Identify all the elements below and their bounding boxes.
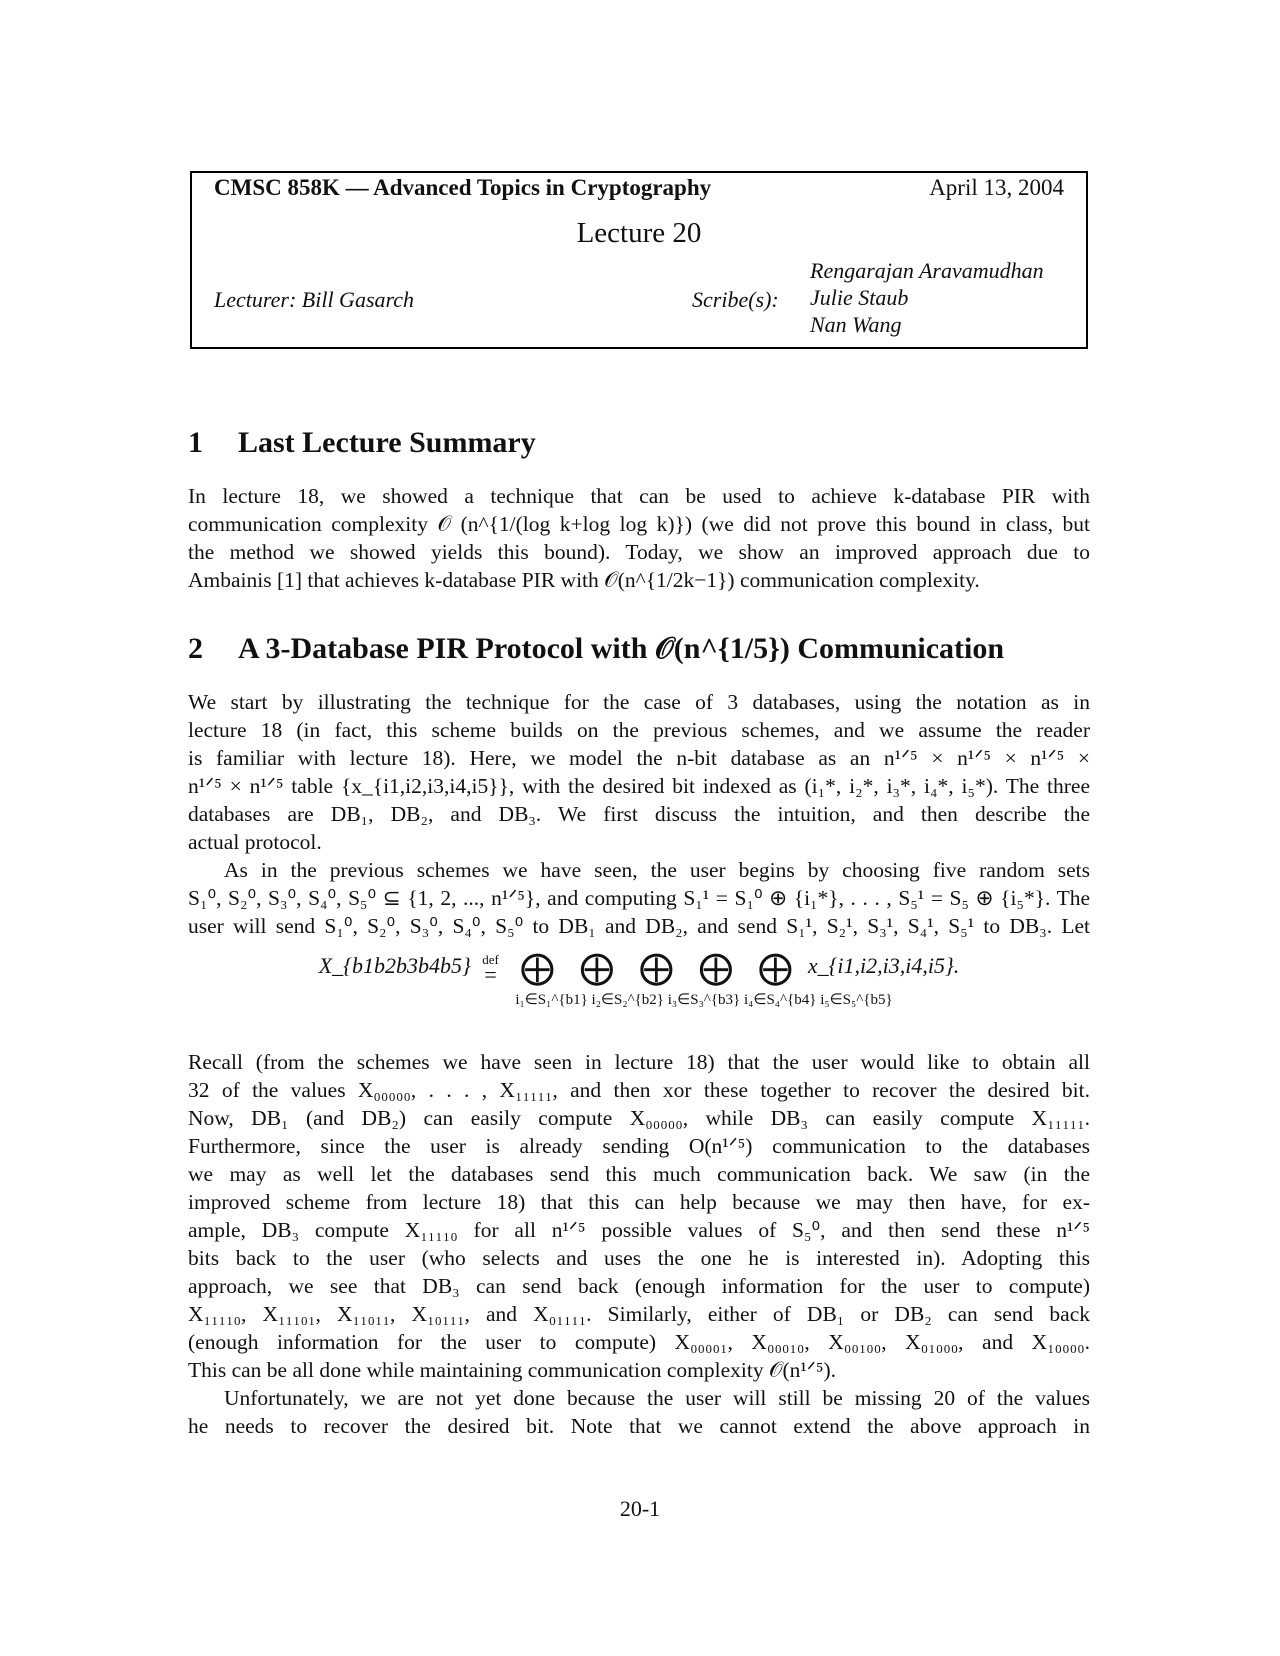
section-2-paragraph-2: [188, 856, 1090, 940]
text-line: is familiar with lecture 18). Here, we model the n-bit database as an n¹ᐟ⁵ × n¹ᐟ⁵ × n¹ᐟ⁵ ×: [188, 746, 1090, 770]
text-line: he needs to recover the desired bit. Note that we cannot extend the above approach in: [188, 1414, 1090, 1438]
xor-subscripts: i₁∈S₁^{b1} i₂∈S₂^{b2} i₃∈S₃^{b3} i₄∈S₄^{b4} i₅∈S₅^{b5}: [515, 992, 893, 1008]
scribe-list: [810, 257, 1044, 338]
scribe-label: Scribe(s):: [692, 287, 779, 312]
text-line: n¹ᐟ⁵ × n¹ᐟ⁵ table {x_{i1,i2,i3,i4,i5}}, with the desired bit indexed as (i₁*, i₂*, i₃*, i₄*, i₅*). The three: [188, 774, 1090, 798]
text-line: 32 of the values X₀₀₀₀₀, . . . , X₁₁₁₁₁, and then xor these together to recover the desired bit.: [188, 1078, 1090, 1102]
equation-rhs: x_{i1,i2,i3,i4,i5}.: [807, 953, 960, 979]
xor-operator: ⨁: [579, 950, 614, 987]
section-2-paragraph-3: [188, 1048, 1090, 1384]
text-line: Now, DB₁ (and DB₂) can easily compute X₀₀₀₀₀, while DB₃ can easily compute X₁₁₁₁₁.: [188, 1106, 1090, 1130]
text-line: actual protocol.: [188, 830, 322, 854]
section-2-paragraph-1: [188, 688, 1090, 856]
section-title: A 3-Database PIR Protocol with 𝒪(n^{1/5}) Communication: [238, 632, 1005, 665]
xor-operator: ⨁: [639, 950, 674, 987]
section-2-heading: [188, 632, 1004, 666]
text-line: lecture 18 (in fact, this scheme builds on the previous schemes, and we assume the reader: [188, 718, 1090, 742]
text-line: databases are DB₁, DB₂, and DB₃. We first discuss the intuition, and then describe the: [188, 802, 1090, 826]
xor-operator: ⨁: [758, 950, 793, 987]
text-line: X₁₁₁₁₀, X₁₁₁₀₁, X₁₁₀₁₁, X₁₀₁₁₁, and X₀₁₁₁₁. Similarly, either of DB₁ or DB₂ can send back: [188, 1302, 1090, 1326]
text-line: improved scheme from lecture 18) that this can help because we may then have, for ex-: [188, 1190, 1090, 1214]
course-title: CMSC 858K — Advanced Topics in Cryptography: [214, 175, 712, 200]
text-line: Furthermore, since the user is already sending O(n¹ᐟ⁵) communication to the databases: [188, 1134, 1090, 1158]
lecture-number: Lecture 20: [576, 217, 702, 249]
equals-sign: =: [484, 961, 497, 987]
page-number: 20-1: [619, 1496, 661, 1521]
text-line: ample, DB₃ compute X₁₁₁₁₀ for all n¹ᐟ⁵ possible values of S₅⁰, and then send these n¹ᐟ⁵: [188, 1218, 1090, 1242]
lecturer-name: Lecturer: Bill Gasarch: [214, 287, 415, 312]
section-2-paragraph-4: [188, 1384, 1090, 1440]
text-line: Recall (from the schemes we have seen in lecture 18) that the user would like to obtain all: [188, 1050, 1090, 1074]
xor-operator: ⨁: [698, 950, 733, 987]
lecture-header-box: [190, 171, 1088, 349]
xor-operator: ⨁: [520, 950, 555, 987]
def-label: def: [482, 951, 499, 967]
text-line: Ambainis [1] that achieves k-database PIR with 𝒪(n^{1/2k−1}) communication complexity.: [188, 568, 980, 592]
text-line: bits back to the user (who selects and uses the one he is interested in). Adopting this: [188, 1246, 1090, 1270]
section-number: 2: [188, 632, 203, 665]
section-1-paragraph: [188, 482, 1090, 594]
scribe-name: Julie Staub: [810, 285, 909, 310]
scribe-name: Nan Wang: [810, 312, 902, 337]
text-line: This can be all done while maintaining communication complexity 𝒪(n¹ᐟ⁵).: [188, 1358, 836, 1382]
text-line: As in the previous schemes we have seen, the user begins by choosing five random sets: [224, 858, 1090, 882]
section-1-heading: [188, 426, 536, 460]
text-line: We start by illustrating the technique for the case of 3 databases, using the notation as in: [188, 690, 1090, 714]
section-title: Last Lecture Summary: [238, 426, 536, 459]
text-line: communication complexity 𝒪 (n^{1/(log k+log log k)}) (we did not prove this bound in class, but: [188, 512, 1090, 536]
text-line: user will send S₁⁰, S₂⁰, S₃⁰, S₄⁰, S₅⁰ to DB₁ and DB₂, and send S₁¹, S₂¹, S₃¹, S₄¹, S₅¹ to DB₃. Let: [188, 914, 1090, 938]
text-line: the method we showed yields this bound). Today, we show an improved approach due to: [188, 540, 1090, 564]
text-line: S₁⁰, S₂⁰, S₃⁰, S₄⁰, S₅⁰ ⊆ {1, 2, ..., n¹ᐟ⁵}, and computing S₁¹ = S₁⁰ ⊕ {i₁*}, . . . , S₅¹ = S₅ ⊕ {i₅*}. The: [188, 886, 1090, 910]
text-line: In lecture 18, we showed a technique that can be used to achieve k-database PIR with: [188, 484, 1090, 508]
text-line: Unfortunately, we are not yet done because the user will still be missing 20 of the values: [224, 1386, 1090, 1410]
text-line: approach, we see that DB₃ can send back (enough information for the user to compute): [188, 1274, 1090, 1298]
text-line: we may as well let the databases send this much communication back. We saw (in the: [188, 1162, 1090, 1186]
scribe-name: Rengarajan Aravamudhan: [810, 258, 1044, 283]
text-line: (enough information for the user to compute) X₀₀₀₀₁, X₀₀₀₁₀, X₀₀₁₀₀, X₀₁₀₀₀, and X₁₀₀₀₀.: [188, 1330, 1090, 1354]
section-number: 1: [188, 426, 203, 459]
equation-lhs: X_{b1b2b3b4b5}: [318, 953, 471, 979]
lecture-date: April 13, 2004: [929, 175, 1064, 200]
xor-definition-equation: [188, 948, 1090, 1008]
